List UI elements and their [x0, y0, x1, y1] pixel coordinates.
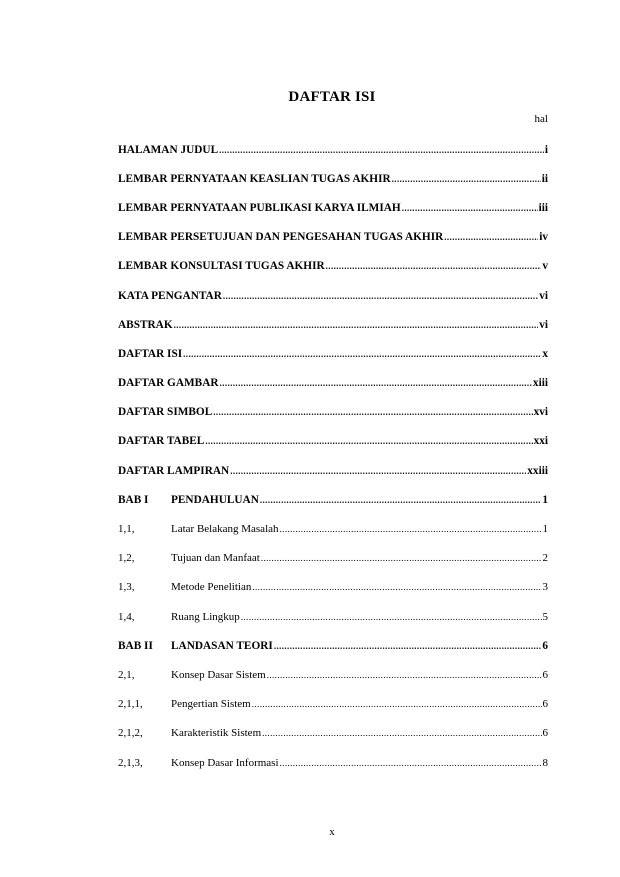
toc-entry-number: 2,1,1, [118, 698, 143, 711]
toc-entry-bab-1[interactable] [118, 485, 548, 514]
toc-entry-title: DAFTAR ISI [118, 347, 183, 360]
toc-entry-title: LANDASAN TEORI [171, 639, 273, 652]
toc-entry-page: 6 [542, 668, 548, 681]
toc-entry-title: LEMBAR PERNYATAAN KEASLIAN TUGAS AKHIR [118, 172, 391, 185]
dot-leader [260, 494, 541, 506]
toc-entry-lembar-keaslian[interactable] [118, 164, 548, 193]
dot-leader [183, 348, 541, 360]
toc-entry-abstrak[interactable] [118, 310, 548, 339]
toc-entry-bab-2[interactable] [118, 631, 548, 660]
dot-leader [174, 319, 539, 331]
dot-leader [402, 202, 538, 214]
toc-entry-1-3[interactable] [118, 573, 548, 602]
toc-entry-title: HALAMAN JUDUL [118, 143, 219, 156]
toc-entry-title: Pengertian Sistem [171, 698, 251, 711]
toc-entry-page: 1 [542, 493, 548, 506]
toc-entry-page: vi [539, 289, 548, 302]
toc-entry-number: BAB I [118, 493, 149, 506]
dot-leader [220, 377, 532, 389]
toc-entry-page: x [542, 347, 548, 360]
toc-entry-page: 6 [542, 698, 548, 711]
table-of-contents [118, 135, 548, 777]
toc-entry-title: DAFTAR SIMBOL [118, 406, 213, 419]
dot-leader [252, 698, 542, 710]
toc-entry-daftar-tabel[interactable] [118, 427, 548, 456]
page-title: DAFTAR ISI [288, 89, 376, 105]
dot-leader [252, 581, 541, 593]
dot-leader [280, 523, 542, 535]
toc-entry-2-1-3[interactable] [118, 748, 548, 777]
toc-entry-lembar-konsultasi[interactable] [118, 252, 548, 281]
toc-entry-daftar-gambar[interactable] [118, 369, 548, 398]
toc-entry-title: Konsep Dasar Sistem [171, 668, 266, 681]
dot-leader [280, 757, 542, 769]
toc-entry-2-1[interactable] [118, 660, 548, 689]
toc-entry-number: 1,3, [118, 581, 135, 594]
toc-entry-title: DAFTAR LAMPIRAN [118, 464, 230, 477]
toc-entry-page: xxiii [527, 464, 548, 477]
toc-entry-daftar-simbol[interactable] [118, 398, 548, 427]
toc-entry-title: KATA PENGANTAR [118, 289, 222, 302]
toc-entry-title: Metode Penelitian [171, 581, 252, 594]
toc-entry-1-4[interactable] [118, 602, 548, 631]
toc-entry-page: iii [538, 201, 548, 214]
toc-entry-page: 1 [542, 523, 548, 536]
toc-entry-lembar-persetujuan[interactable] [118, 223, 548, 252]
dot-leader [262, 727, 541, 739]
toc-entry-number: 1,2, [118, 552, 135, 565]
toc-entry-page: 2 [542, 552, 548, 565]
toc-entry-halaman-judul[interactable] [118, 135, 548, 164]
toc-entry-page: 6 [542, 639, 548, 652]
dot-leader [205, 435, 532, 447]
toc-entry-title: PENDAHULUAN [171, 493, 259, 506]
toc-entry-title: LEMBAR PERSETUJUAN DAN PENGESAHAN TUGAS AKHIR [118, 231, 444, 244]
toc-entry-title: Tujuan dan Manfaat [171, 552, 260, 565]
toc-entry-lembar-publikasi[interactable] [118, 193, 548, 222]
toc-entry-page: 8 [542, 756, 548, 769]
toc-entry-number: 2,1,2, [118, 727, 143, 740]
toc-entry-title: DAFTAR GAMBAR [118, 377, 219, 390]
toc-entry-1-1[interactable] [118, 514, 548, 543]
dot-leader [230, 465, 526, 477]
dot-leader [241, 611, 542, 623]
dot-leader [392, 173, 541, 185]
toc-entry-title: DAFTAR TABEL [118, 435, 205, 448]
toc-entry-2-1-2[interactable] [118, 719, 548, 748]
toc-entry-title: Karakteristik Sistem [171, 727, 262, 740]
toc-entry-title: Ruang Lingkup [171, 610, 240, 623]
toc-entry-page: iv [539, 231, 548, 244]
dot-leader [267, 669, 542, 681]
toc-entry-number: 1,4, [118, 610, 135, 623]
toc-entry-2-1-1[interactable] [118, 690, 548, 719]
toc-entry-number: 2,1,3, [118, 756, 143, 769]
toc-entry-page: 3 [542, 581, 548, 594]
toc-entry-page: v [542, 260, 548, 273]
toc-entry-page: 5 [542, 610, 548, 623]
toc-entry-page: i [544, 143, 548, 156]
toc-entry-number: 2,1, [118, 668, 135, 681]
dot-leader [444, 231, 538, 243]
toc-entry-number: BAB II [118, 639, 153, 652]
toc-entry-title: ABSTRAK [118, 318, 173, 331]
dot-leader [326, 260, 542, 272]
page-number: x [329, 826, 335, 838]
toc-entry-page: vi [539, 318, 548, 331]
dot-leader [213, 406, 532, 418]
dot-leader [223, 290, 538, 302]
toc-entry-daftar-isi[interactable] [118, 339, 548, 368]
toc-entry-page: 6 [542, 727, 548, 740]
page-column-label: hal [534, 113, 548, 125]
toc-entry-title: Latar Belakang Masalah [171, 523, 279, 536]
dot-leader [274, 640, 542, 652]
toc-entry-kata-pengantar[interactable] [118, 281, 548, 310]
toc-entry-title: LEMBAR PERNYATAAN PUBLIKASI KARYA ILMIAH [118, 201, 401, 214]
toc-entry-page: xiii [532, 377, 548, 390]
toc-entry-page: xvi [533, 406, 548, 419]
toc-entry-title: LEMBAR KONSULTASI TUGAS AKHIR [118, 260, 325, 273]
toc-entry-page: xxi [533, 435, 548, 448]
toc-entry-number: 1,1, [118, 523, 135, 536]
dot-leader [219, 144, 544, 156]
toc-entry-daftar-lampiran[interactable] [118, 456, 548, 485]
dot-leader [261, 552, 542, 564]
toc-entry-title: Konsep Dasar Informasi [171, 756, 279, 769]
toc-entry-1-2[interactable] [118, 544, 548, 573]
toc-entry-page: ii [541, 172, 548, 185]
